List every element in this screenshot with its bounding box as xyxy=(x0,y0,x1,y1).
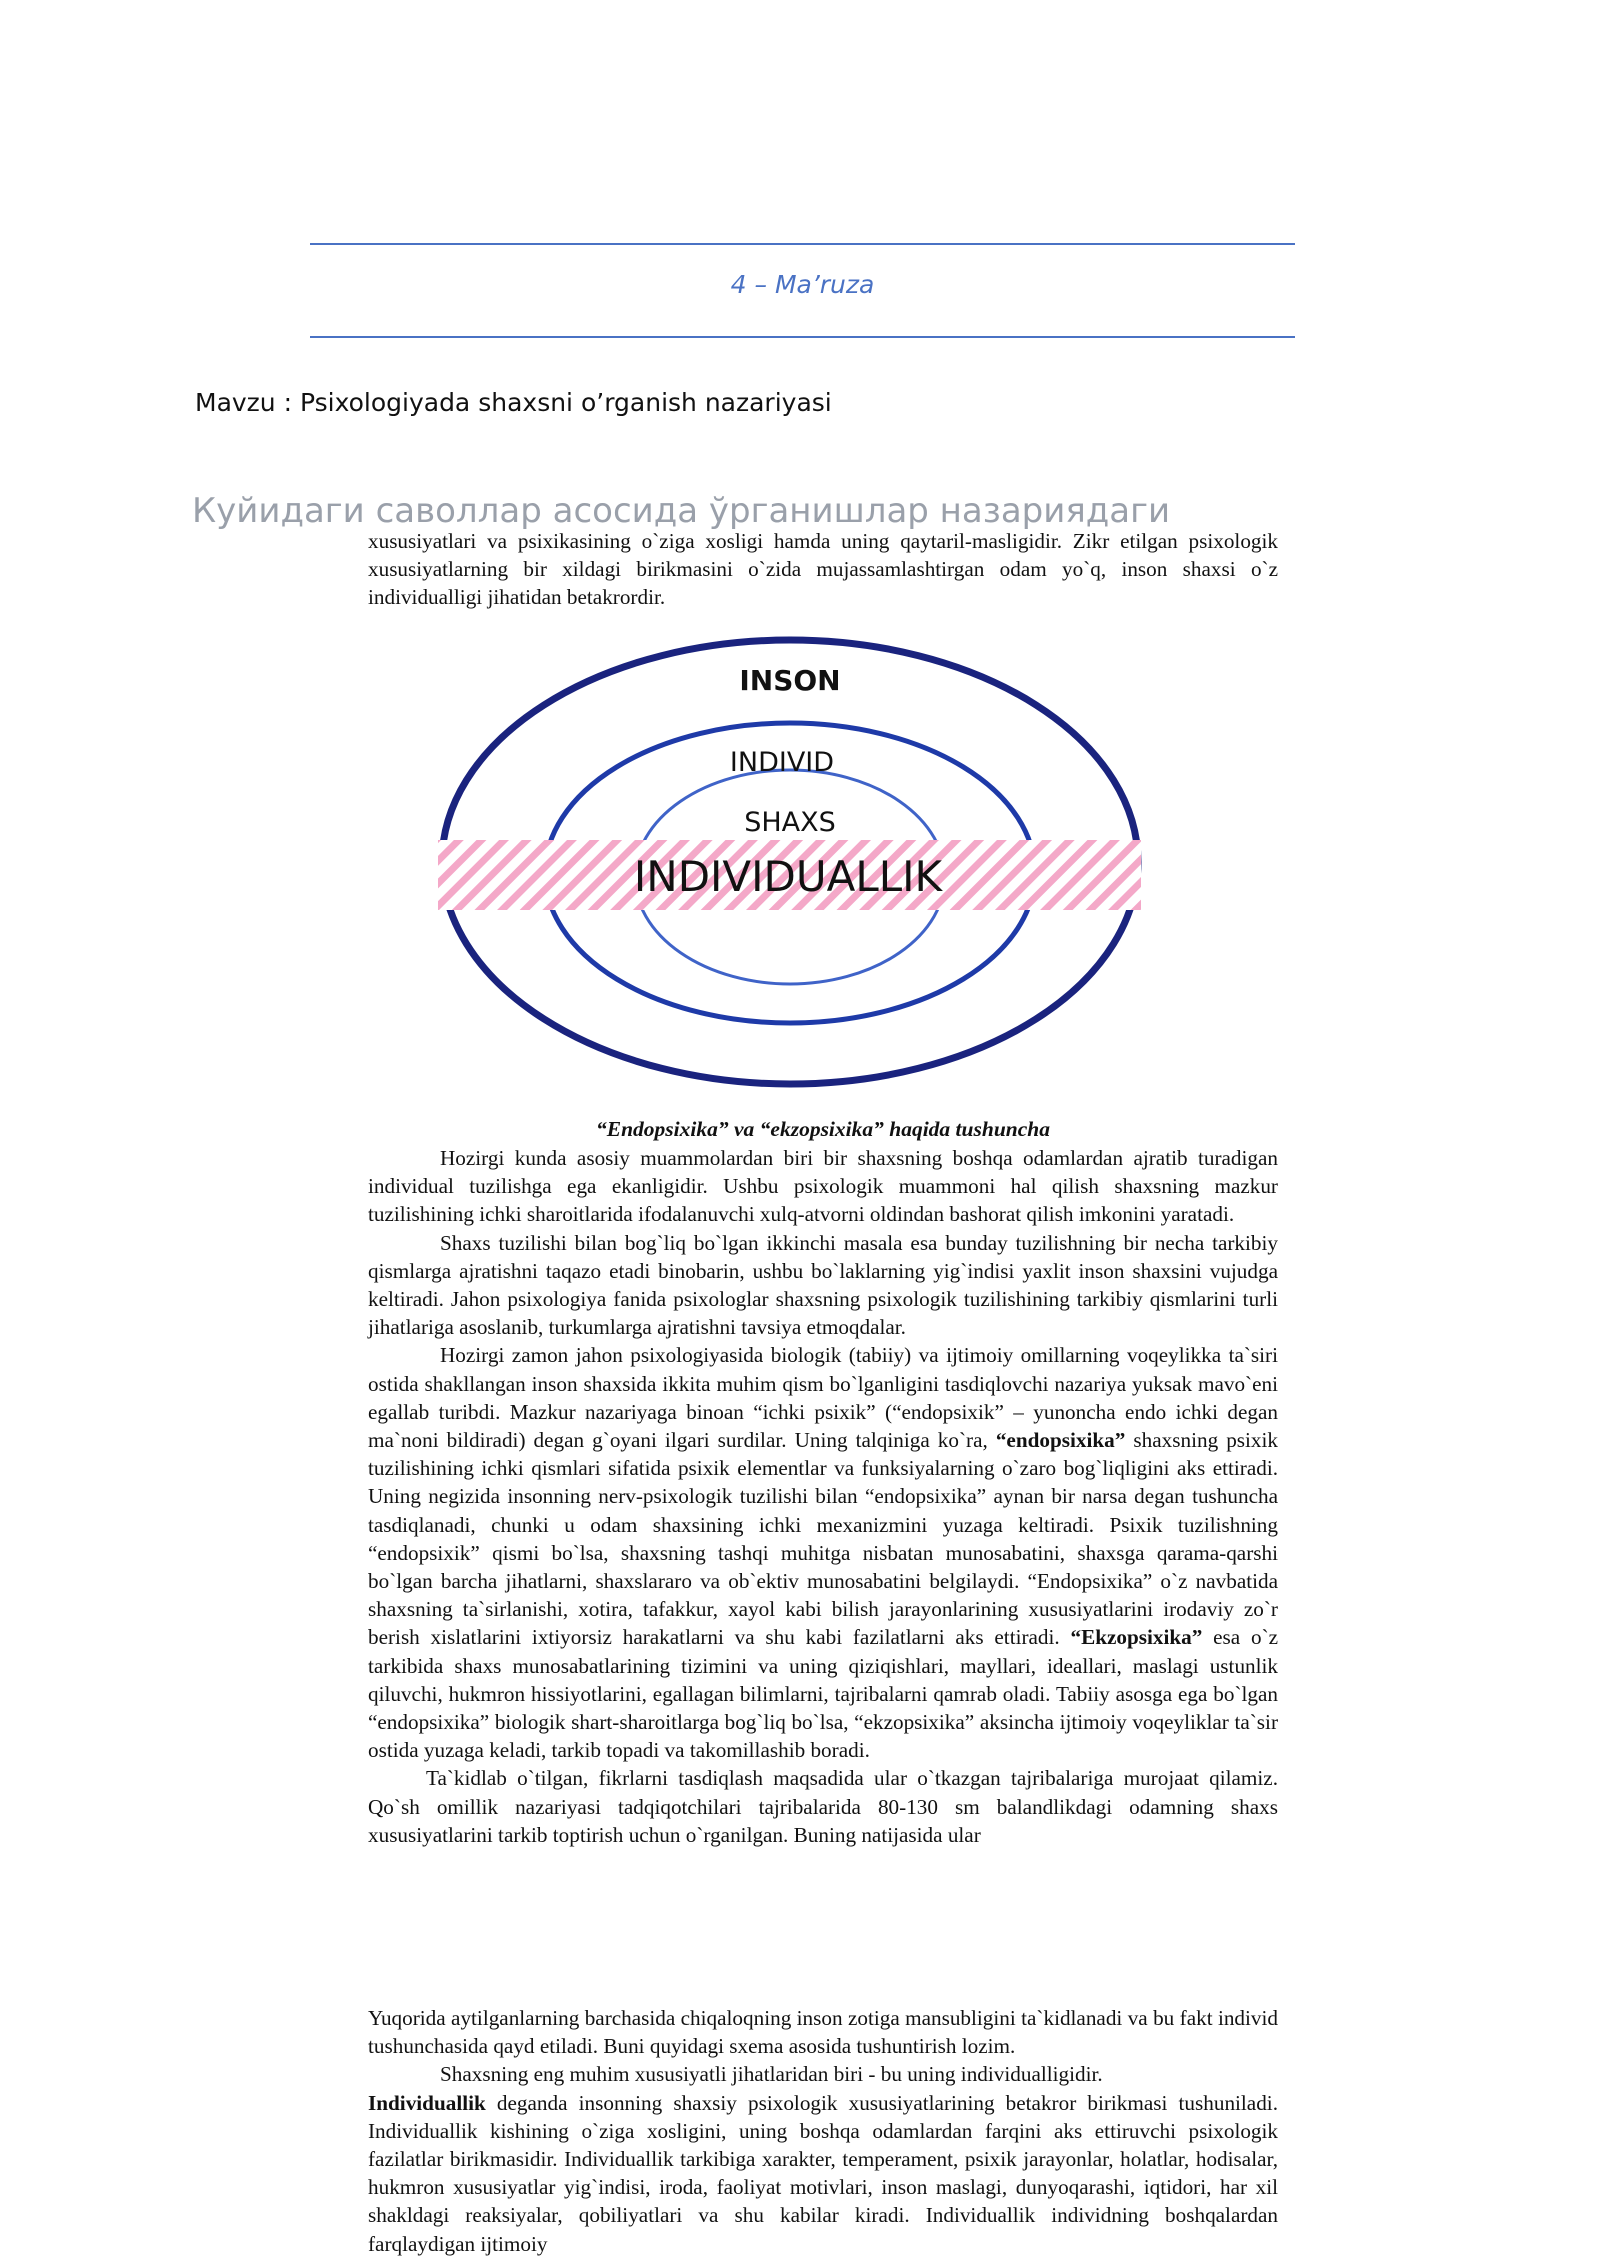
body-text-lower xyxy=(368,2004,1278,2258)
individuallik-diagram xyxy=(430,615,1150,1085)
topic-line: Mavzu : Psixologiyada shaxsni o’rganish nazariyasi xyxy=(195,388,832,417)
label-shaxs: SHAXS xyxy=(744,807,836,838)
scan-seam xyxy=(368,1996,1278,2004)
label-individuallik: INDIVIDUALLIK xyxy=(633,852,943,901)
header-rule-top xyxy=(310,243,1295,245)
body-text xyxy=(368,1144,1278,1849)
paragraph-3: Hozirgi zamon jahon psixologiyasida biologik (tabiiy) va ijtimoiy omillarning voqeylikka ta`siri ostida shakllangan inson shaxsida ikkita muhim qism bo`lganligini tasdiqlovchi nazariya yuksak mavo`eni egallab turibdi. Mazkur nazariyaga binoan “ichki psixik” (“endopsixik” – yunoncha endo ichki degan ma`noni bildiradi) degan g`oyani ilgari surdilar. Uning talqiniga ko`ra, “endopsixika” shaxsning psixik tuzilishining ichki qismlari sifatida psixik elementlar va funksiyalarning o`zaro bog`liqligini aks ettiradi. Uning negizida insonning nerv-psixologik tuzilishi bilan “endopsixika” aynan bir narsa degan tushuncha tasdiqlanadi, chunki u odam shaxsining ichki mexanizmini yuzaga keltiradi. Psixik tuzilishning “endopsixik” qismi bo`lsa, shaxsning tashqi muhitga nisbatan munosabatini, shaxsga qarama-qarshi bo`lgan barcha jihatlarni, shaxslararo va ob`ektiv munosabatini belgilaydi. “Endopsixika” o`z navbatida shaxsning ta`sirlanishi, xotira, tafakkur, xayol kabi bilish jarayonlarining xususiyatlarini irodaviy zo`r berish xislatlarini ixtiyorsiz harakatlarni va shu kabi fazilatlarni aks ettiradi. “Ekzopsixika” esa o`z tarkibida shaxs munosabatlarining tizimini va uning qiziqishlari, mayllari, ideallari, maslagi ustunlik qiluvchi, hukmron hissiyotlarini, egallagan bilimlarni, tajribalarni qamrab oladi. Tabiiy asosga ega bo`lgan “endopsixika” biologik shart-sharoitlarga bog`liq bo`lsa, “ekzopsixika” aksincha ijtimoiy voqeyliklar ta`sir ostida yuzaga keladi, tarkib topadi va takomillashib boradi. xyxy=(368,1343,1279,1763)
paragraph-2: Shaxs tuzilishi bilan bog`liq bo`lgan ikkinchi masala esa bunday tuzilishning bir necha tarkibiy qismlarga ajratishni taqazo etadi binobarin, ushbu bo`laklarning yig`indisi yaxlit inson shaxsini vujudga keltiradi. Jahon psixologiya fanida psixologlar shaxsning psixologik tuzilishining tarkibiy qismlarini turli jihatlariga asoslanib, turkumlarga ajratishni tavsiya etmoqdalar. xyxy=(368,1230,1278,1340)
label-individ: INDIVID xyxy=(729,747,835,778)
paragraph-6: Shaxsning eng muhim xususiyatli jihatlaridan biri - bu uning individualligidir. xyxy=(440,2062,1103,2087)
faded-cut-line: Куйидаги саволлар асосида ўрганишлар назариядаги xyxy=(192,491,1171,531)
section-caption: “Endopsixika” va “ekzopsixika” haqida tushuncha xyxy=(596,1117,1050,1141)
lecture-title: 4 – Ma’ruza xyxy=(730,270,875,299)
paragraph-1: Hozirgi kunda asosiy muammolardan biri bir shaxsning boshqa odamlardan ajratib turadigan individual tuzilishga ega ekanligidir. Ushbu psixologik muammoni hal qilish shaxsning mazkur tuzilishining ichki sharoitlarida ifodalanuvchi xulq-atvorni oldindan bashorat qilish imkonini yaratadi. xyxy=(368,1146,1278,1227)
header-rule-bottom xyxy=(310,336,1295,338)
paragraph-7: Individuallik deganda insonning shaxsiy psixologik xususiyatlarining betakror birikmasi tushuniladi. Individuallik kishining o`ziga xosligini, uning boshqa odamlardan farqini aks ettiruvchi psixologik fazilatlar birikmasidir. Individuallik tarkibiga xarakter, temperament, psixik jarayonlar, holatlar, hodisalar, hukmron xususiyatlar yig`indisi, iroda, faoliyat motivlari, inson maslagi, dunyoqarashi, iqtidori, har xil shakldagi reaksiyalar, qobiliyatlari va shu kabilar kiradi. Individuallik individning boshqalardan farqlaydigan ijtimoiy xyxy=(368,2090,1278,2256)
paragraph-4: Ta`kidlab o`tilgan, fikrlarni tasdiqlash maqsadida ular o`tkazgan tajribalariga murojaat qilamiz. Qo`sh omillik nazariyasi tadqiqotchilari tajribalarida 80-130 sm balandlikdagi odamning shaxs xususiyatlarini tarkib toptirish uchun o`rganilgan. Buning natijasida ular xyxy=(368,1766,1278,1847)
paragraph-5: Yuqorida aytilganlarning barchasida chiqaloqning inson zotiga mansubligini ta`kidlanadi va bu fakt individ tushunchasida qayd etiladi. Buni quyidagi sxema asosida tushuntirish lozim. xyxy=(368,2006,1278,2059)
intro-paragraph: xususiyatlari va psixikasining o`ziga xosligi hamda uning qaytaril-masligidir. Zikr etilgan psixologik xususiyatlarning bir xildagi birikmasini o`zida mujassamlashtirgan odam yo`q, inson shaxsi o`z individualligi jihatidan betakrordir. xyxy=(368,529,1278,610)
label-inson: INSON xyxy=(739,664,841,697)
